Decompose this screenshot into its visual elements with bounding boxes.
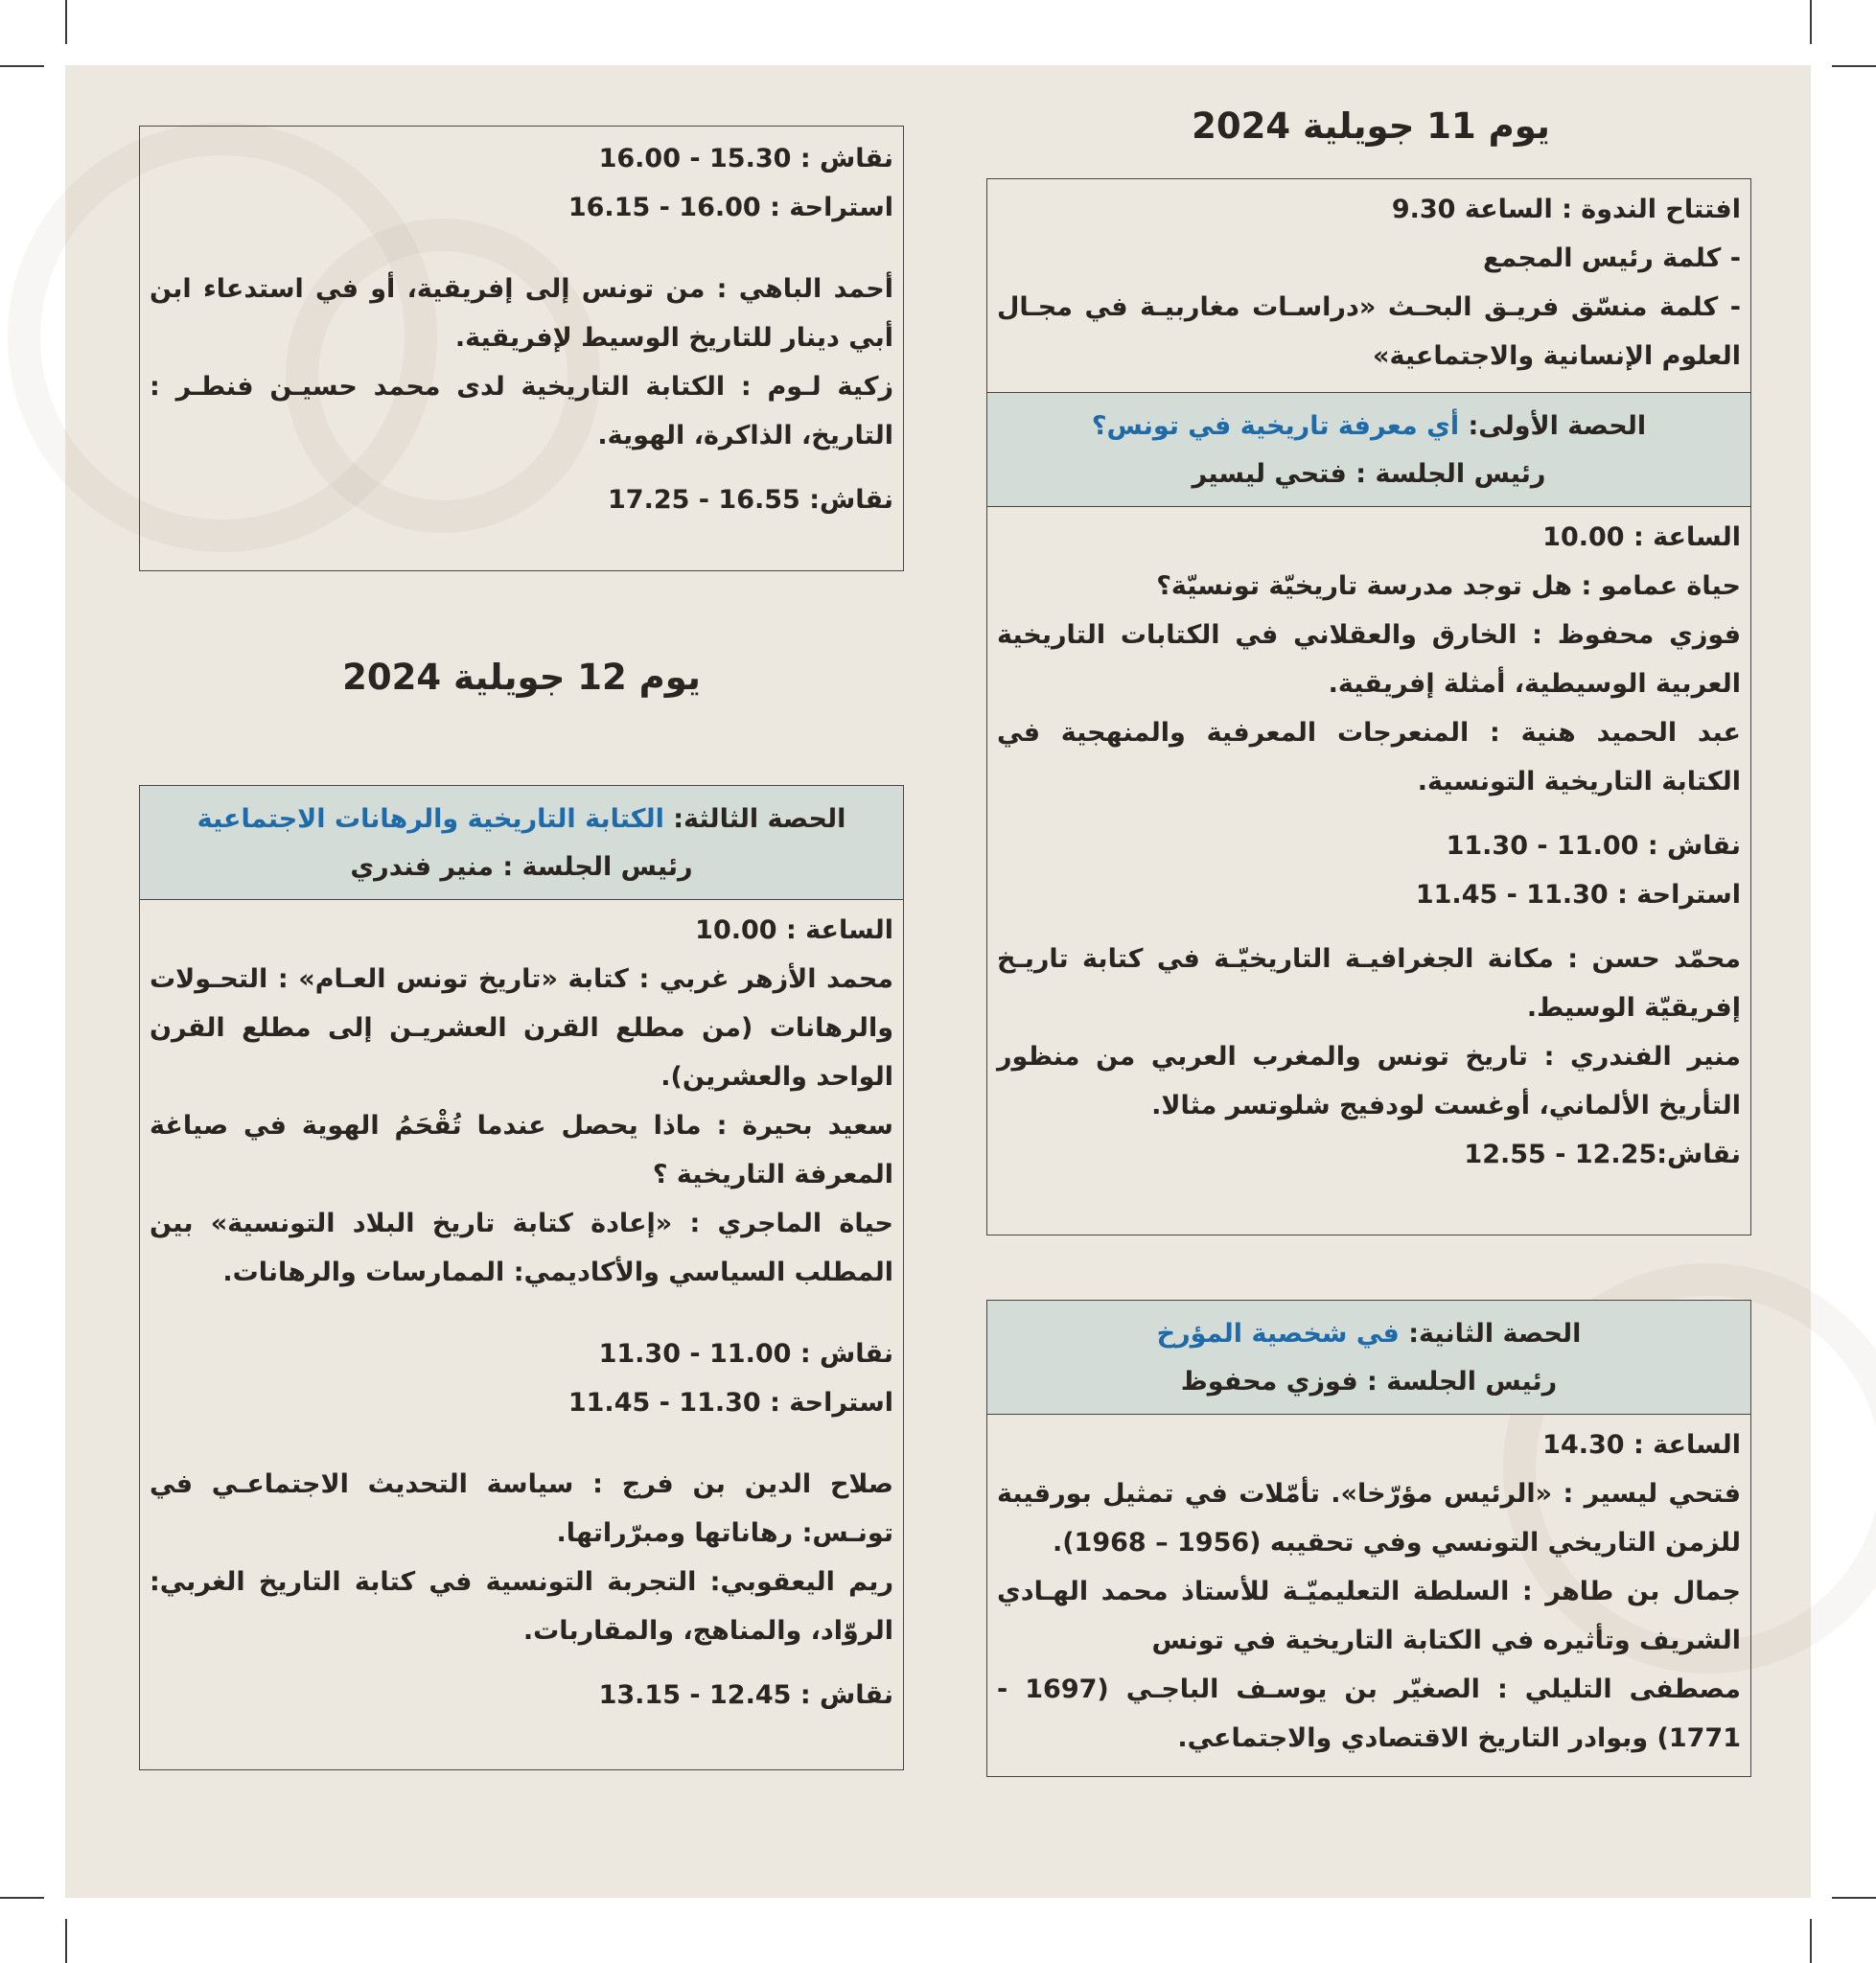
session3-break: استراحة : 11.30 - 11.45 — [567, 1388, 893, 1418]
opening-box — [986, 178, 1751, 393]
session2-header — [987, 1301, 1750, 1415]
session2-break: استراحة : 16.00 - 16.15 — [567, 193, 893, 222]
session2-time: الساعة : 14.30 — [1542, 1430, 1741, 1460]
day2-title: يوم 12 جويلية 2024 — [342, 657, 701, 698]
session2-chair: رئيس الجلسة : فوزي محفوظ — [1180, 1367, 1558, 1397]
session2-label: الحصة الثانية: — [1399, 1319, 1582, 1349]
day1-title: يوم 11 جويلية 2024 — [1192, 105, 1550, 147]
session2-topic: في شخصية المؤرخ — [1156, 1319, 1400, 1349]
session2-talk: مصطفى التليلي : الصغيّر بن يوسـف الباجـي (1697 - 1771) وبوادر التاريخ الاقتصادي والاجتماعي. — [997, 1674, 1742, 1753]
session2-box — [986, 1300, 1751, 1777]
session2-continued-box — [139, 126, 904, 571]
session1-box — [986, 392, 1751, 1236]
session2-talk: أحمد الباهي : من تونس إلى إفريقية، أو في استدعاء ابن أبي دينار للتاريخ الوسيط لإفريقية. — [150, 274, 893, 353]
session1-label: الحصة الأولى: — [1459, 411, 1647, 441]
session3-talk: حياة الماجري : «إعادة كتابة تاريخ البلاد التونسية» بين المطلب السياسي والأكاديمي: الممارسات والرهانات. — [150, 1209, 893, 1287]
session3-time: الساعة : 10.00 — [695, 915, 893, 945]
crop-mark — [1810, 0, 1812, 44]
session1-talk: منير الفندري : تاريخ تونس والمغرب العربي من منظور التأريخ الألماني، أوغست لودفيج شلوتسر مثالا. — [997, 1042, 1741, 1120]
crop-mark — [65, 0, 67, 44]
crop-mark — [0, 65, 44, 67]
session3-header — [140, 786, 903, 900]
session2-discussion2: نقاش: 16.55 - 17.25 — [608, 485, 893, 515]
session1-discussion: نقاش : 11.00 - 11.30 — [1446, 831, 1741, 861]
session2-talk: زكية لـوم : الكتابة التاريخية لدى محمد حسيـن فنطـر : التاريخ، الذاكرة، الهوية. — [150, 372, 893, 450]
session3-topic: الكتابة التاريخية والرهانات الاجتماعية — [197, 804, 664, 834]
crop-mark — [65, 1919, 67, 1963]
crop-mark — [1832, 65, 1876, 67]
crop-mark — [0, 1897, 44, 1899]
session3-talk: سعيد بحيرة : ماذا يحصل عندما تُقْحَمُ الهوية في صياغة المعرفة التاريخية ؟ — [150, 1111, 893, 1189]
session3-label: الحصة الثالثة: — [663, 804, 846, 834]
session1-break: استراحة : 11.30 - 11.45 — [1415, 880, 1741, 910]
session1-talk: محمّد حسن : مكانة الجغرافيـة التاريخيّـة في كتابة تاريـخ إفريقيّة الوسيط. — [997, 944, 1741, 1023]
session1-header — [987, 393, 1750, 507]
session1-chair: رئيس الجلسة : فتحي ليسير — [1192, 459, 1546, 489]
session3-chair: رئيس الجلسة : منير فندري — [350, 852, 693, 882]
opening-speech-coordinator: - كلمة منسّق فريـق البحـث «دراسـات مغاربيـة في مجـال العلوم الإنسانية والاجتماعية» — [997, 292, 1741, 371]
opening-speech-president: - كلمة رئيس المجمع — [1483, 243, 1741, 273]
session2-discussion: نقاش : 15.30 - 16.00 — [598, 144, 893, 173]
crop-mark — [1810, 1919, 1812, 1963]
session1-topic: أي معرفة تاريخية في تونس؟ — [1091, 411, 1460, 441]
session2-talk: فتحي ليسير : «الرئيس مؤرّخا». تأمّلات في تمثيل بورقيبة للزمن التاريخي التونسي وفي تحقيبه (1956 – 1968). — [997, 1479, 1741, 1558]
opening-time: افتتاح الندوة : الساعة 9.30 — [1391, 195, 1741, 224]
session1-talk: حياة عمامو : هل توجد مدرسة تاريخيّة تونسيّة؟ — [1156, 571, 1741, 601]
session3-talk: صلاح الدين بن فرج : سياسة التحديث الاجتماعـي في تونـس: رهاناتها ومبرّراتها. — [150, 1469, 893, 1548]
session1-talk: فوزي محفوظ : الخارق والعقلاني في الكتابات التاريخية العربية الوسيطية، أمثلة إفريقية. — [997, 620, 1741, 699]
crop-mark — [1832, 1897, 1876, 1899]
session3-talk: محمد الأزهر غربي : كتابة «تاريخ تونس العـام» : التحـولات والرهانات (من مطلع القرن العشريـن إلى مطلع القرن الواحد والعشرين). — [150, 964, 893, 1092]
session2-talk: جمال بن طاهر : السلطة التعليميّـة للأستاذ محمد الهـادي الشريف وتأثيره في الكتابة التاريخية في تونس — [997, 1577, 1741, 1655]
session3-talk: ريم اليعقوبي: التجربة التونسية في كتابة التاريخ الغربي: الروّاد، والمناهج، والمقاربات. — [150, 1567, 893, 1646]
session1-talk: عبد الحميد هنية : المنعرجات المعرفية والمنهجية في الكتابة التاريخية التونسية. — [997, 718, 1741, 797]
session3-discussion2: نقاش : 12.45 - 13.15 — [598, 1680, 893, 1710]
session3-discussion: نقاش : 11.00 - 11.30 — [598, 1339, 893, 1369]
session1-discussion2: نقاش:12.25 - 12.55 — [1464, 1140, 1741, 1169]
session1-time: الساعة : 10.00 — [1542, 522, 1741, 552]
session3-box — [139, 785, 904, 1770]
